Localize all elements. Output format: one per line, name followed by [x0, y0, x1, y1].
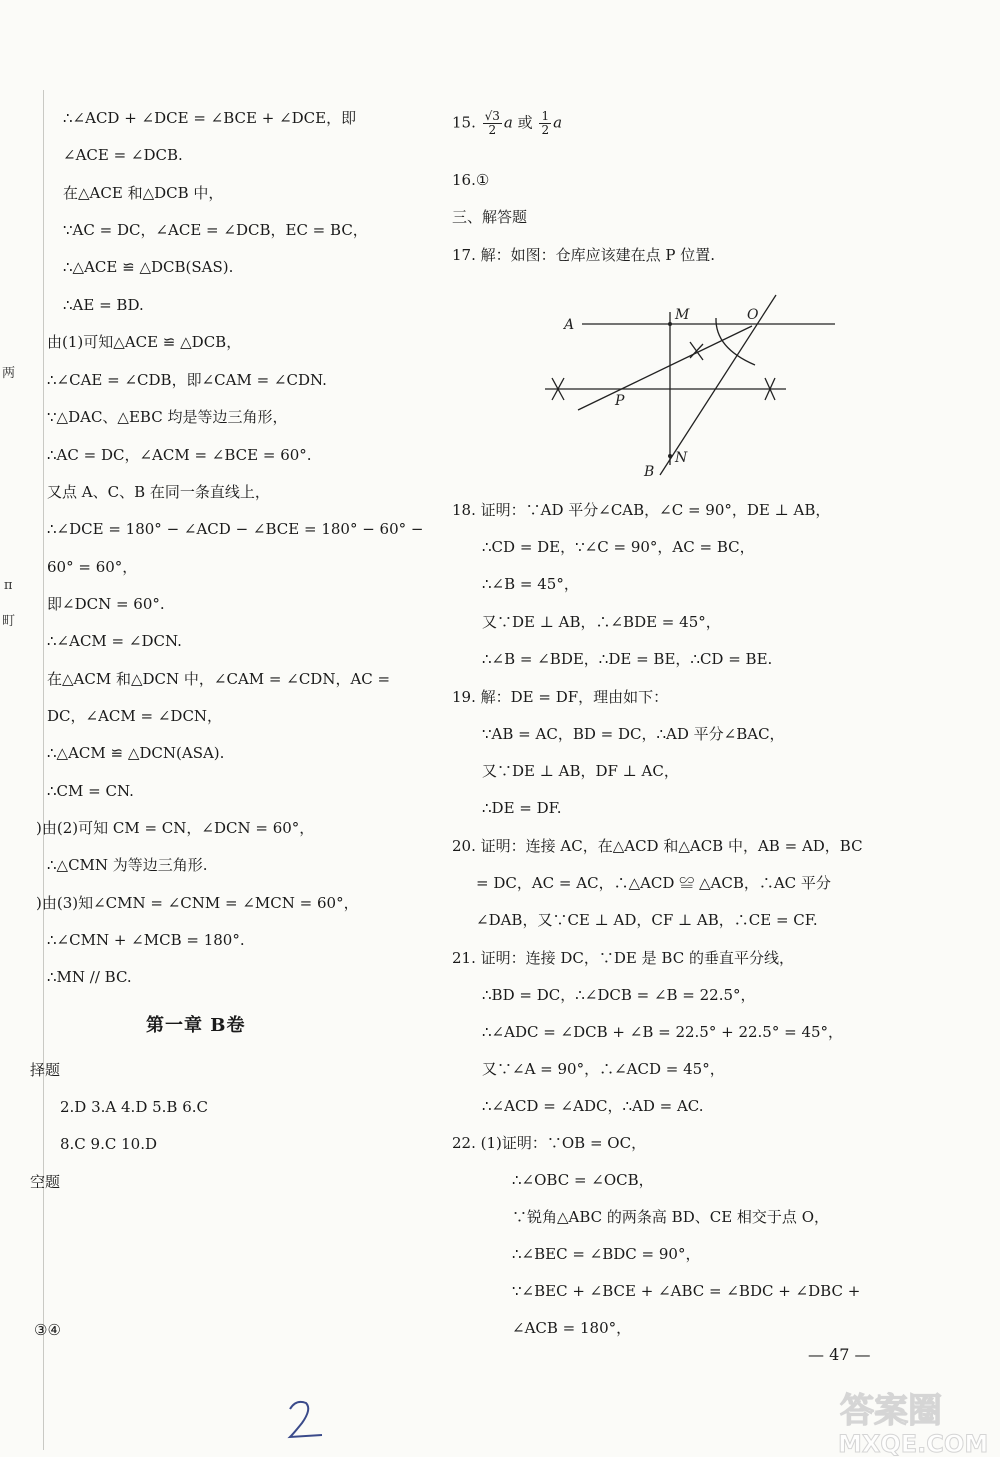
text-line: DC，∠ACM = ∠DCN， [47, 707, 223, 725]
text-line: 又∵∠A = 90°，∴∠ACD = 45°， [482, 1060, 725, 1078]
numerator: 1 [541, 109, 550, 123]
text-line: 18. 证明：∵AD 平分∠CAB，∠C = 90°，DE ⊥ AB， [452, 501, 831, 519]
text-line: 由(1)可知△ACE ≌ △DCB， [47, 333, 242, 351]
edge-mark: 两 [2, 366, 16, 381]
denominator: 2 [541, 123, 550, 137]
text-line: ∴CM = CN. [47, 782, 134, 800]
question-number: 15. [452, 113, 476, 132]
line-angle-bisector [578, 326, 752, 410]
text-line: = DC，AC = AC，∴△ACD ≌ △ACB，∴AC 平分 [476, 874, 831, 892]
watermark-text: 答案圈 [840, 1391, 942, 1431]
text-line: ∴∠ACD + ∠DCE = ∠BCE + ∠DCE，即 [63, 109, 357, 127]
text-line: 16.① [452, 171, 490, 189]
variable: a [503, 113, 513, 132]
text-line: 17. 解：如图：仓库应该建在点 P 位置. [452, 246, 716, 264]
text-line: ∴∠DCE = 180° − ∠ACD − ∠BCE = 180° − 60° − [47, 520, 424, 538]
text-line: )由(3)知∠CMN = ∠CNM = ∠MCN = 60°， [36, 894, 359, 912]
text-line: ∠DAB，又∵CE ⊥ AD，CF ⊥ AB，∴CE = CF. [476, 911, 818, 929]
answer-row: 8.C 9.C 10.D [60, 1135, 157, 1153]
label-P: P [615, 393, 625, 409]
label-N: N [675, 450, 688, 466]
label-O: O [747, 307, 759, 323]
text-line: 20. 证明：连接 AC，在△ACD 和△ACB 中，AB = AD，BC [452, 837, 863, 855]
text-line: ∴∠BEC = ∠BDC = 90°， [512, 1245, 701, 1263]
text-line: ∴∠CAE = ∠CDB，即∠CAM = ∠CDN. [47, 371, 327, 389]
text-line: ∴CD = DE，∵∠C = 90°，AC = BC， [482, 538, 755, 556]
text-line: 三、解答题 [452, 208, 528, 226]
text-line: ∴MN // BC. [47, 968, 132, 986]
watermark-url: MXQE.COM [838, 1430, 989, 1457]
section-heading: 空题 [30, 1173, 61, 1191]
text-line: ∵∠BEC + ∠BCE + ∠ABC = ∠BDC + ∠DBC + [512, 1282, 861, 1300]
text-line: 又∵DE ⊥ AB，∴∠BDE = 45°， [482, 613, 721, 631]
label-B: B [644, 464, 655, 480]
text-line: 又点 A、C、B 在同一条直线上， [47, 483, 270, 501]
fraction [483, 110, 502, 137]
handwritten-mark [282, 1395, 342, 1445]
text-line: 22. (1)证明：∵OB = OC， [452, 1134, 647, 1152]
text-line: ∴BD = DC，∴∠DCB = ∠B = 22.5°， [482, 986, 756, 1004]
page-binding-edge [43, 90, 44, 1450]
text-line: ∴∠ACM = ∠DCN. [47, 632, 182, 650]
text-line: )由(2)可知 CM = CN，∠DCN = 60°， [36, 819, 315, 837]
numerator: √3 [484, 109, 500, 123]
text-line: ∵△DAC、△EBC 均是等边三角形， [47, 408, 288, 426]
variable: a [553, 113, 563, 132]
text-line: 19. 解：DE = DF，理由如下： [452, 688, 669, 706]
chapter-title: 第一章 B卷 [146, 1015, 246, 1036]
denominator: 2 [488, 123, 497, 137]
watermark-logo [830, 1370, 1000, 1457]
label-M: M [675, 307, 690, 323]
text-line: 又∵DE ⊥ AB，DF ⊥ AC， [482, 762, 679, 780]
conjunction: 或 [517, 113, 533, 132]
text-line: 21. 证明：连接 DC，∵DE 是 BC 的垂直平分线， [452, 949, 794, 967]
label-A: A [564, 317, 575, 333]
text-line: ∴∠ACD = ∠ADC，∴AD = AC. [482, 1097, 704, 1115]
text-line: ∴DE = DF. [482, 799, 562, 817]
section-heading: 择题 [30, 1061, 61, 1079]
text-line: 60° = 60°， [47, 558, 138, 576]
answer-row: 2.D 3.A 4.D 5.B 6.C [60, 1098, 209, 1116]
text-line: ∴AE = BD. [63, 296, 144, 314]
text-line: ∴△ACE ≌ △DCB(SAS). [63, 258, 234, 276]
text-line: 在△ACE 和△DCB 中， [63, 184, 224, 202]
text-line: ∵AC = DC，∠ACE = ∠DCB，EC = BC， [63, 221, 368, 239]
text-line: ∠ACB = 180°， [512, 1319, 632, 1337]
edge-mark: 町 [2, 614, 16, 629]
text-line: ∴∠ADC = ∠DCB + ∠B = 22.5° + 22.5° = 45°， [482, 1023, 844, 1041]
point-M [668, 322, 672, 326]
answer-15 [452, 110, 562, 137]
text-line: ∴△CMN 为等边三角形. [47, 856, 208, 874]
answer-row: ③④ [34, 1321, 61, 1339]
text-line: ∴∠B = ∠BDE，∴DE = BE，∴CD = BE. [482, 650, 773, 668]
text-line: ∴∠CMN + ∠MCB = 180°. [47, 931, 245, 949]
page-number: — 47 — [808, 1345, 871, 1364]
text-line: 在△ACM 和△DCN 中，∠CAM = ∠CDN，AC = [47, 670, 391, 688]
text-line: 即∠DCN = 60°. [47, 595, 165, 613]
text-line: ∴△ACM ≌ △DCN(ASA). [47, 744, 225, 762]
text-line: ∴∠B = 45°， [482, 575, 579, 593]
geometry-figure [540, 290, 840, 480]
edge-mark: п [4, 578, 13, 593]
text-line: ∠ACE = ∠DCB. [63, 146, 183, 164]
text-line: ∵AB = AC，BD = DC，∴AD 平分∠BAC， [482, 725, 785, 743]
text-line: ∴AC = DC，∠ACM = ∠BCE = 60°. [47, 446, 312, 464]
point-N [668, 454, 672, 458]
text-line: ∵锐角△ABC 的两条高 BD、CE 相交于点 O， [512, 1208, 829, 1226]
text-line: ∴∠OBC = ∠OCB， [512, 1171, 654, 1189]
fraction [539, 110, 551, 137]
